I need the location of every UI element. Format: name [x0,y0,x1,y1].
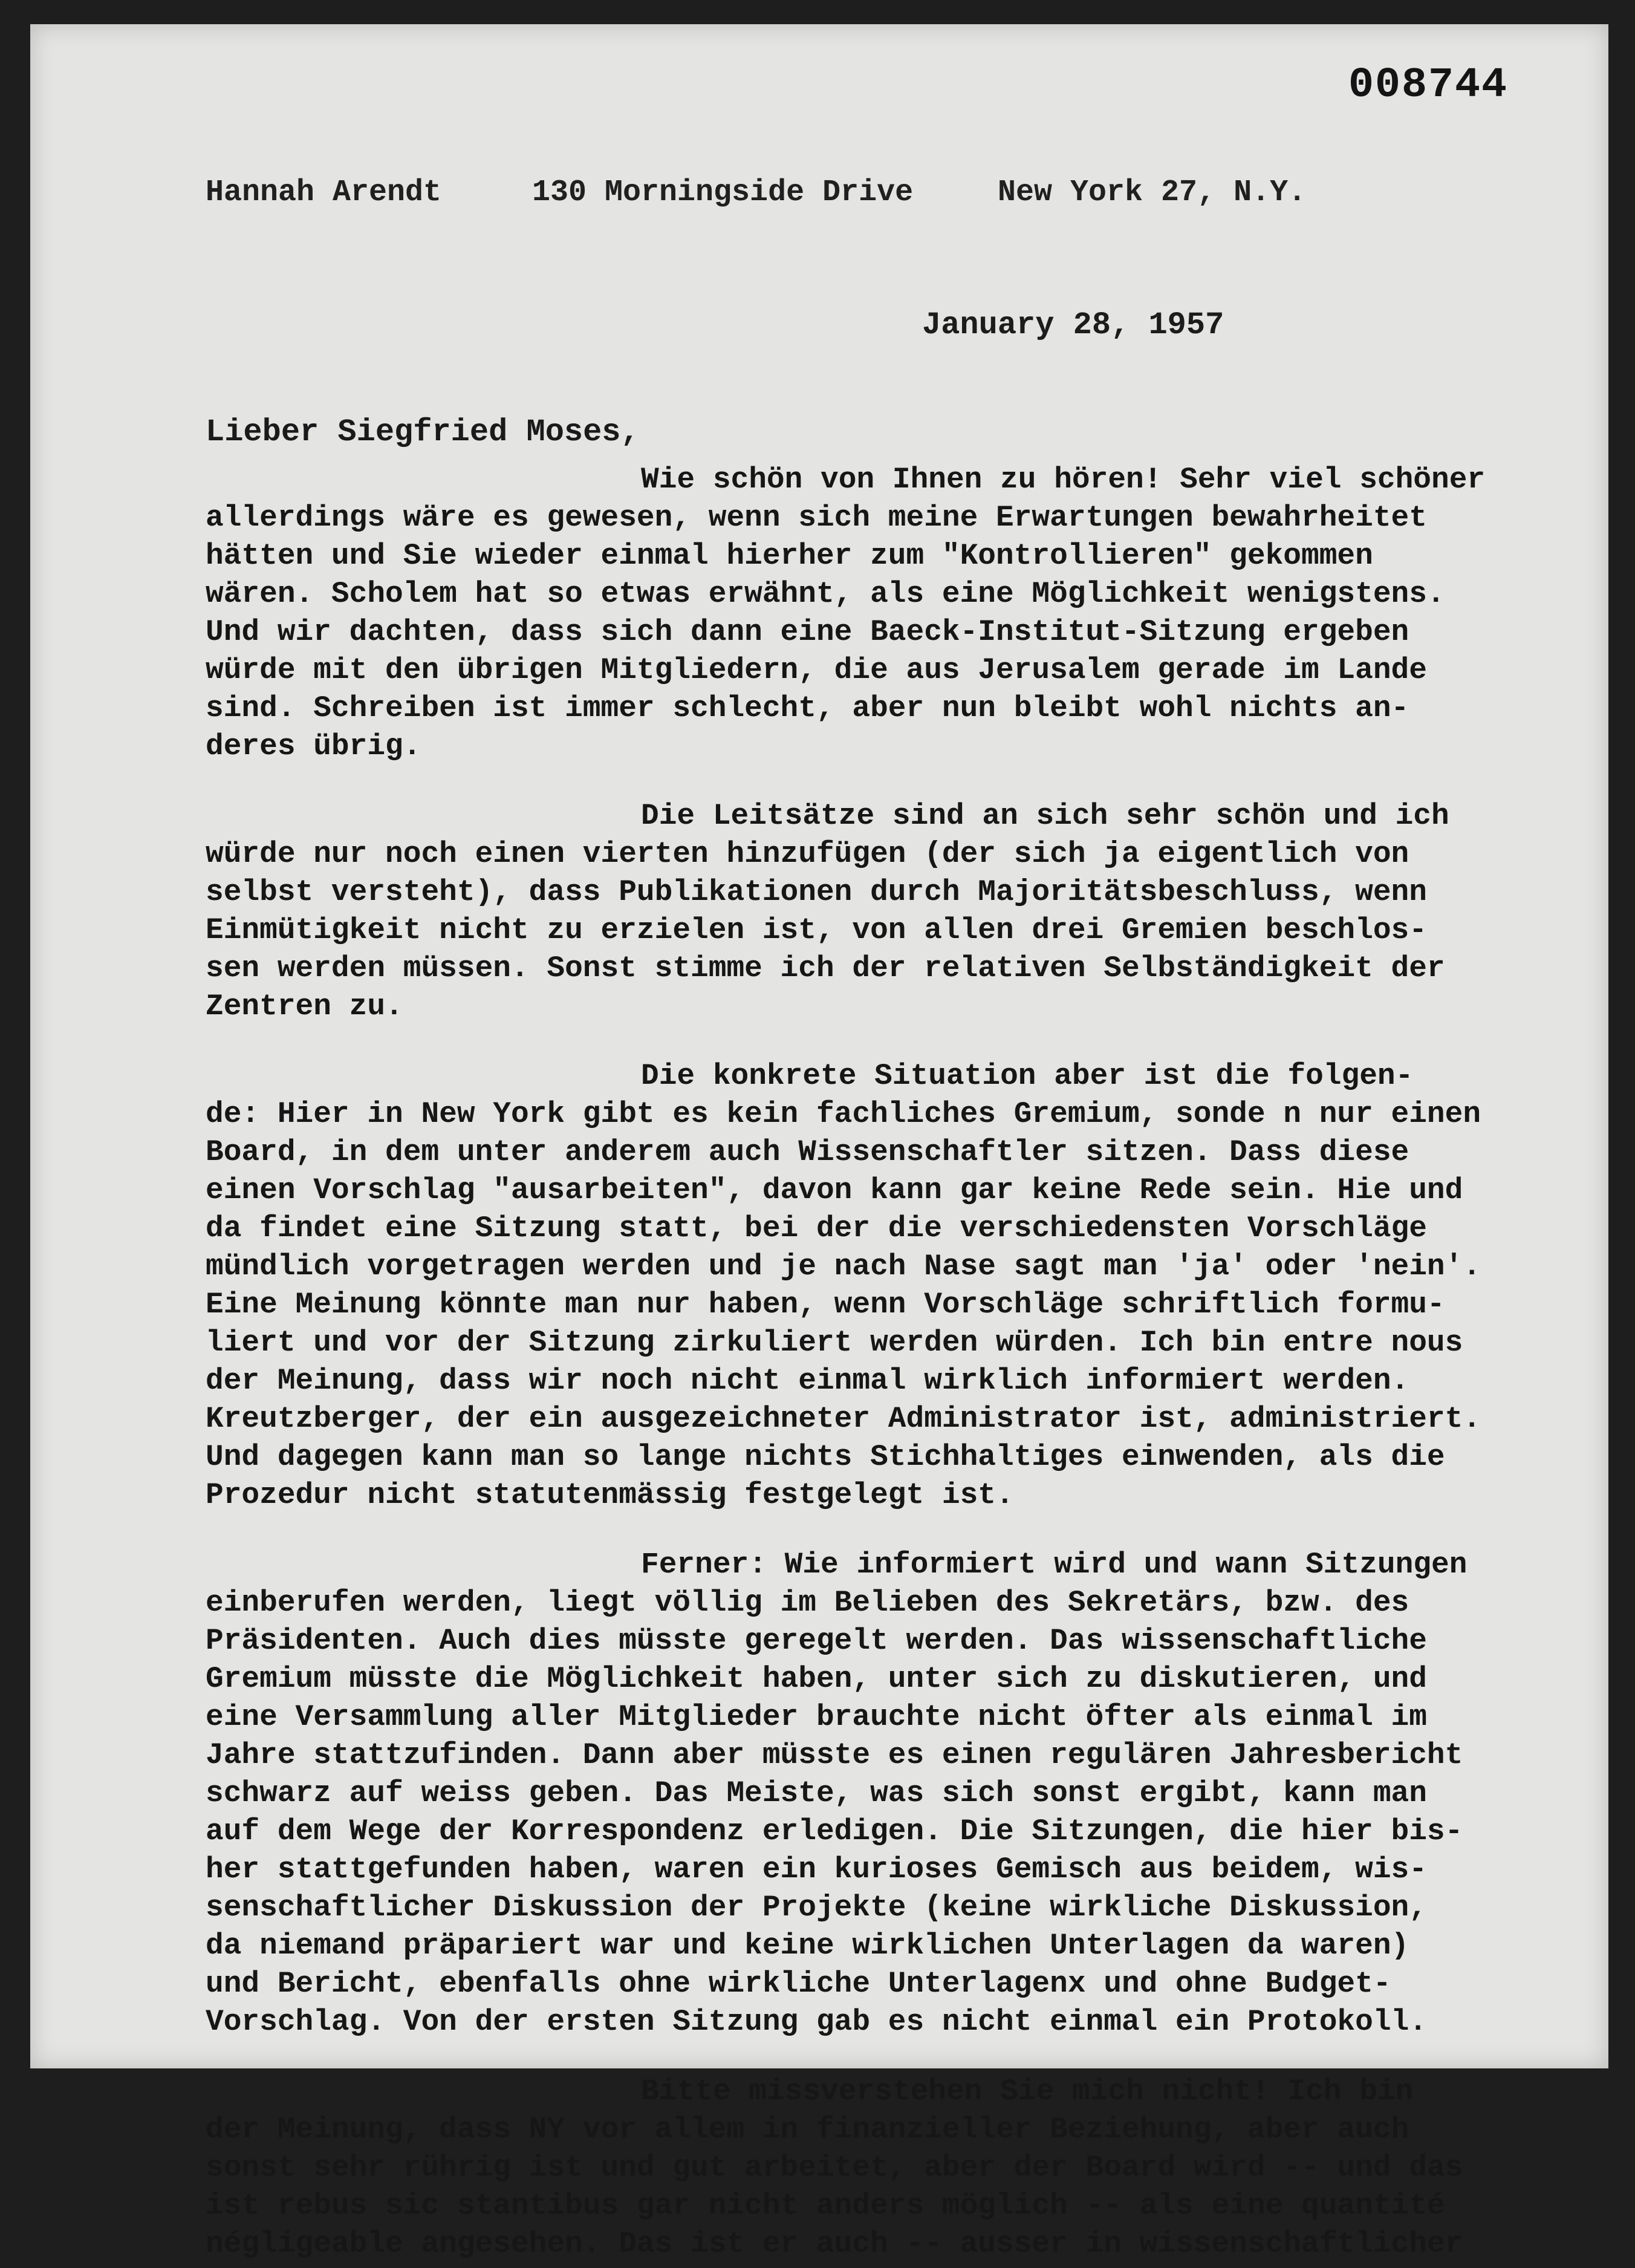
paragraph [206,1057,1560,1514]
text-line: hätten und Sie wieder einmal hierher zum "Kontrollieren" gekommen [206,539,1373,573]
text-line: Und wir dachten, dass sich dann eine Baeck-Institut-Sitzung ergeben [206,615,1409,649]
text-line: der Meinung, dass wir noch nicht einmal wirklich informiert werden. [206,1364,1409,1398]
text-line: Vorschlag. Von der ersten Sitzung gab es nicht einmal ein Protokoll. [206,2005,1427,2039]
text-line: würde nur noch einen vierten hinzufügen (der sich ja eigentlich von [206,837,1409,871]
text-line: Bitte missverstehen Sie mich nicht! Ich bin [641,2074,1414,2108]
text-line: schwarz auf weiss geben. Das Meiste, was sich sonst ergibt, kann man [206,1776,1427,1810]
letterhead-street: 130 Morningside Drive [532,175,914,210]
text-line: Board, in dem unter anderem auch Wissenschaftler sitzen. Dass diese [206,1135,1409,1169]
text-line: Einmütigkeit nicht zu erzielen ist, von allen drei Gremien beschlos- [206,913,1427,947]
text-line: senschaftlicher Diskussion der Projekte (keine wirkliche Diskussion, [206,1891,1427,1924]
letter-date: January 28, 1957 [922,307,1224,343]
paragraph [206,1546,1560,2041]
text-line: Ferner: Wie informiert wird und wann Sitzungen [641,1548,1468,1582]
text-line: auf dem Wege der Korrespondenz erledigen. Die Sitzungen, die hier bis- [206,1814,1463,1848]
text-line: ist rebus sic stantibus gar nicht anders möglich -- als eine quantité [206,2189,1445,2223]
text-line: Gremium müsste die Möglichkeit haben, unter sich zu diskutieren, und [206,1662,1427,1696]
text-line: négligeable angesehen. Das ist er auch -- ausser in wissenschaftlicher [206,2227,1463,2261]
text-line: sen werden müssen. Sonst stimme ich der relativen Selbständigkeit der [206,951,1445,985]
letter-body [206,461,1560,2268]
text-line: da niemand präpariert war und keine wirklichen Unterlagen da waren) [206,1929,1409,1963]
text-line: Die konkrete Situation aber ist die folgen- [641,1059,1414,1093]
text-line: deres übrig. [206,729,421,763]
salutation: Lieber Siegfried Moses, [206,414,640,450]
text-line: her stattgefunden haben, waren ein kurioses Gemisch aus beidem, wis- [206,1853,1427,1886]
paragraph [206,797,1560,1026]
text-line: da findet eine Sitzung statt, bei der die verschiedensten Vorschläge [206,1211,1427,1245]
text-line: Präsidenten. Auch dies müsste geregelt werden. Das wissenschaftliche [206,1624,1427,1658]
text-line: de: Hier in New York gibt es kein fachliches Gremium, sonde n nur einen [206,1097,1481,1131]
text-line: allerdings wäre es gewesen, wenn sich meine Erwartungen bewahrheitet [206,501,1427,535]
text-line: Zentren zu. [206,989,403,1023]
text-line: einberufen werden, liegt völlig im Belieben des Sekretärs, bzw. des [206,1586,1409,1620]
text-line: sonst sehr rührig ist und gut arbeitet, aber der Board wird -- und das [206,2151,1463,2185]
letterhead-city: New York 27, N.Y. [998,175,1307,210]
text-line: einen Vorschlag "ausarbeiten", davon kann gar keine Rede sein. Hie und [206,1173,1463,1207]
text-line: und Bericht, ebenfalls ohne wirkliche Unterlagenx und ohne Budget- [206,1967,1391,2001]
text-line: selbst versteht), dass Publikationen durch Majoritätsbeschluss, wenn [206,875,1427,909]
text-line: Und dagegen kann man so lange nichts Stichhaltiges einwenden, als die [206,1440,1445,1474]
text-line: Prozedur nicht statutenmässig festgelegt ist. [206,1478,1014,1512]
text-line: Wie schön von Ihnen zu hören! Sehr viel schöner [641,463,1486,497]
archive-number: 008744 [1348,62,1509,109]
text-line: Kreutzberger, der ein ausgezeichneter Administrator ist, administriert. [206,1402,1481,1436]
text-line: liert und vor der Sitzung zirkuliert werden würden. Ich bin entre nous [206,1326,1463,1360]
paragraph [206,2073,1560,2263]
text-line: sind. Schreiben ist immer schlecht, aber nun bleibt wohl nichts an- [206,691,1409,725]
text-line: mündlich vorgetragen werden und je nach Nase sagt man 'ja' oder 'nein'. [206,1250,1481,1283]
text-line: der Meinung, dass NY vor allem in finanzieller Beziehung, aber auch [206,2113,1409,2146]
paragraph [206,461,1560,766]
letterhead-name: Hannah Arendt [206,175,442,210]
text-line: wären. Scholem hat so etwas erwähnt, als eine Möglichkeit wenigstens. [206,577,1445,611]
text-line: Jahre stattzufinden. Dann aber müsste es einen regulären Jahresbericht [206,1738,1463,1772]
text-line: Eine Meinung könnte man nur haben, wenn Vorschläge schriftlich formu- [206,1288,1445,1321]
letter-page [30,24,1608,2261]
text-line: Die Leitsätze sind an sich sehr schön und ich [641,799,1449,833]
text-line: eine Versammlung aller Mitglieder brauchte nicht öfter als einmal im [206,1700,1427,1734]
text-line: würde mit den übrigen Mitgliedern, die aus Jerusalem gerade im Lande [206,653,1427,687]
